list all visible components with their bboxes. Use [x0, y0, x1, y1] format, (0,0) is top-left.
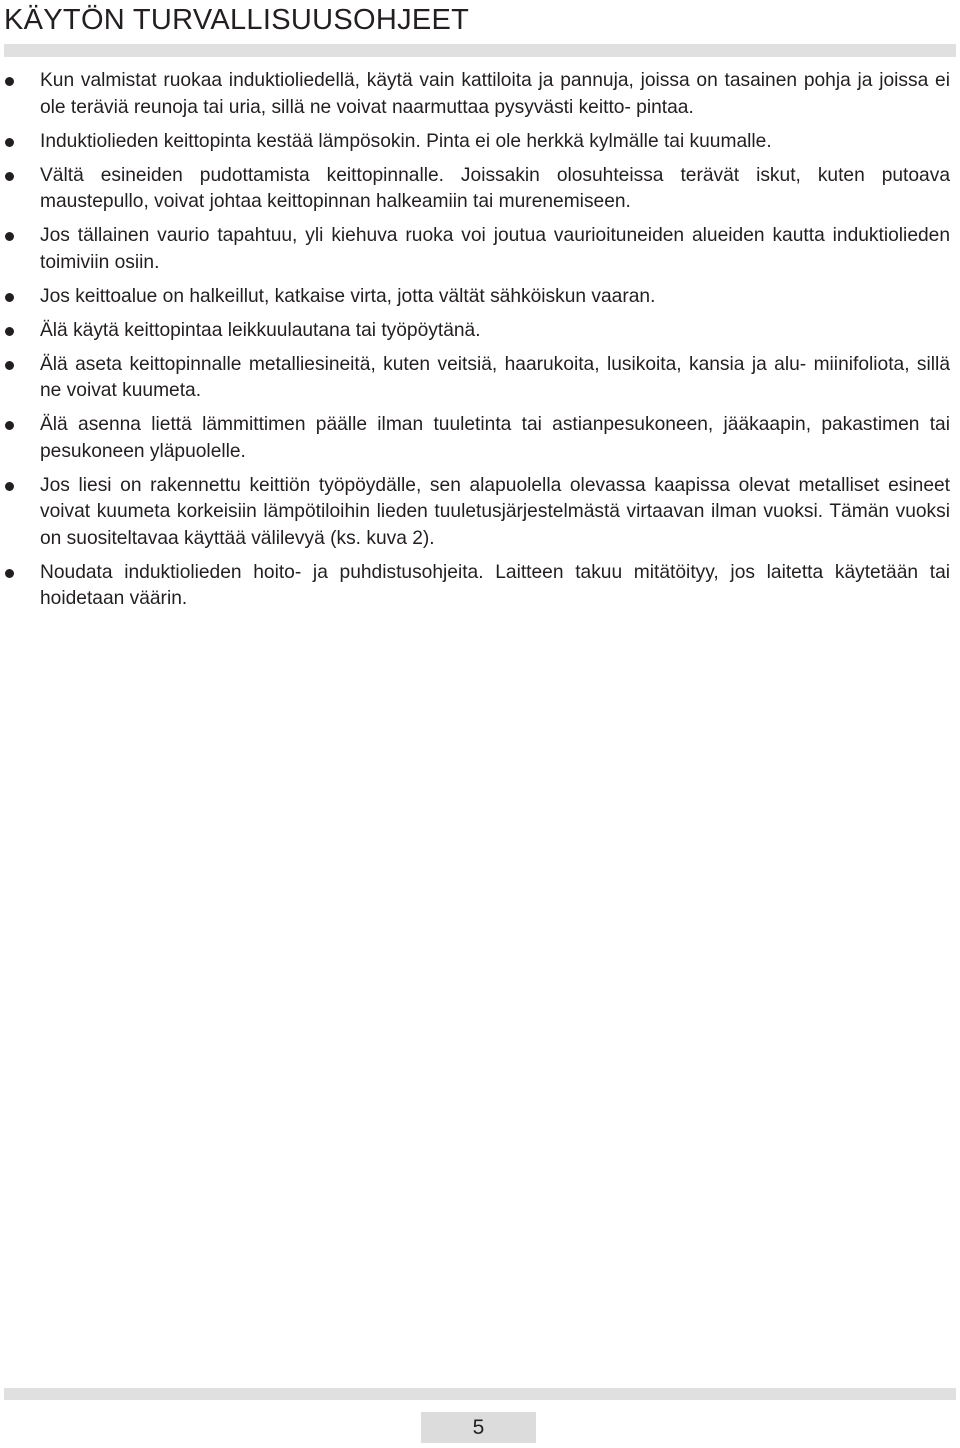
bullet-icon [5, 232, 14, 241]
list-item-text: Älä aseta keittopinnalle metalliesineitä, kuten veitsiä, haarukoita, lusikoita, kansia ja alu- miinifoliota, sillä ne voivat kuumeta. [40, 353, 950, 401]
bullet-icon [5, 569, 14, 578]
title-underline-bar [4, 44, 956, 57]
list-item [0, 352, 960, 405]
bullet-icon [5, 327, 14, 336]
bullet-icon [5, 138, 14, 147]
list-item-text: Jos tällainen vaurio tapahtuu, yli kiehuva ruoka voi joutua vaurioituneiden alueiden kautta induktiolieden toimiviin osiin. [40, 225, 950, 273]
list-item [0, 223, 960, 276]
list-item [0, 318, 960, 345]
list-item [0, 284, 960, 311]
bullet-icon [5, 172, 14, 181]
list-item-text: Jos liesi on rakennettu keittiön työpöydälle, sen alapuolella olevassa kaapissa olevat metalliset esineet voivat kuumeta korkeisiin lämpötiloihin lieden tuuletusjärjestelmästä virtaavan ilman vuoksi. Tämän vuoksi on suositeltavaa käyttää välilevyä (ks. kuva 2). [40, 474, 950, 549]
list-item-text: Kun valmistat ruokaa induktioliedellä, käytä vain kattiloita ja pannuja, joissa on tasainen pohja ja joissa ei ole teräviä reunoja tai uria, sillä ne voivat naarmuttaa pysyvästi keitto- pintaa. [40, 70, 950, 118]
bullet-icon [5, 361, 14, 370]
list-item-text: Vältä esineiden pudottamista keittopinnalle. Joissakin olosuhteissa terävät iskut, kuten putoava maustepullo, voivat johtaa keittopinnan halkeamiin tai murenemiseen. [40, 164, 950, 212]
safety-instructions-list [0, 68, 960, 620]
list-item [0, 560, 960, 613]
bullet-icon [5, 293, 14, 302]
list-item [0, 68, 960, 121]
list-item [0, 412, 960, 465]
list-item-text: Älä asenna liettä lämmittimen päälle ilman tuuletinta tai astianpesukoneen, jääkaapin, pakastimen tai pesukoneen yläpuolelle. [40, 414, 950, 462]
list-item [0, 163, 960, 216]
bullet-icon [5, 421, 14, 430]
list-item-text: Jos keittoalue on halkeillut, katkaise virta, jotta vältät sähköiskun vaaran. [40, 285, 656, 307]
list-item [0, 129, 960, 156]
footer-divider-bar [4, 1388, 956, 1400]
page-title: KÄYTÖN TURVALLISUUSOHJEET [4, 4, 470, 36]
list-item-text: Noudata induktiolieden hoito- ja puhdistusohjeita. Laitteen takuu mitätöityy, jos laitetta käytetään tai hoidetaan väärin. [40, 561, 950, 609]
list-item-text: Älä käytä keittopintaa leikkuulautana tai työpöytänä. [40, 319, 481, 341]
list-item-text: Induktiolieden keittopinta kestää lämpösokin. Pinta ei ole herkkä kylmälle tai kuumalle. [40, 130, 772, 152]
list-item [0, 473, 960, 553]
bullet-icon [5, 482, 14, 491]
bullet-icon [5, 77, 14, 86]
page-number: 5 [421, 1412, 536, 1443]
